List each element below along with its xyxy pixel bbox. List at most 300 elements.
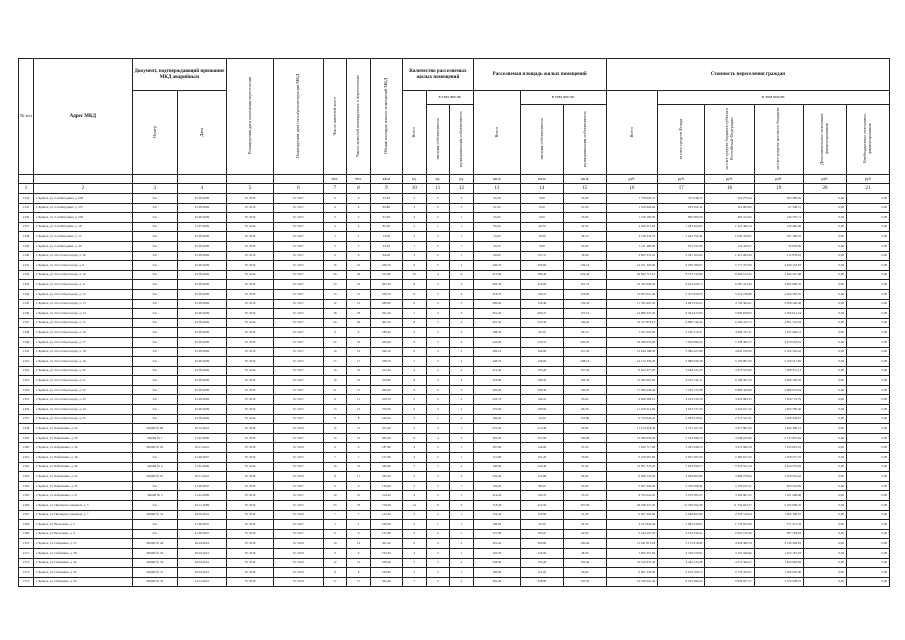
column-number-cell: 9	[370, 184, 402, 194]
table-row	[19, 222, 890, 232]
column-number-cell: 17	[658, 184, 705, 194]
table-cell: 85,00	[473, 222, 520, 232]
table-cell: 1	[450, 520, 474, 530]
table-cell: 1338	[19, 232, 34, 242]
table-cell: 2 091 156,26	[705, 529, 754, 539]
table-cell: 436,70	[473, 261, 520, 271]
table-cell: 6 882 342,08	[705, 385, 754, 395]
address-cell: г. Брянск, ул. 22-го Партсъезда, д. 9	[34, 261, 133, 271]
table-cell: 6 901 243,80	[606, 568, 657, 578]
table-cell: 340,80	[473, 462, 520, 472]
table-cell: 0,00	[804, 453, 847, 463]
table-cell: IV 2018	[227, 558, 274, 568]
table-cell: 0,00	[846, 194, 889, 204]
table-cell: 3 644 457,08	[754, 270, 803, 280]
table-cell: 12	[347, 558, 371, 568]
table-cell: 4	[426, 347, 450, 357]
table-cell: 94,10	[563, 328, 606, 338]
table-cell: 362,40	[473, 577, 520, 587]
table-cell: б/н	[132, 270, 177, 280]
table-cell: 0,00	[846, 222, 889, 232]
table-cell: 9 498 389,10	[606, 395, 657, 405]
table-cell: 6	[402, 347, 426, 357]
table-cell: 258,90	[520, 577, 563, 587]
table-cell: 1350	[19, 347, 34, 357]
table-cell: 5 989 930,18	[658, 357, 705, 367]
table-cell: 2	[450, 405, 474, 415]
table-cell: 0,00	[804, 558, 847, 568]
table-cell: 2 139 394,93	[754, 539, 803, 549]
table-cell: 208,10	[563, 357, 606, 367]
table-cell: IV 2019	[274, 539, 323, 549]
column-number-cell: 6	[274, 184, 323, 194]
table-cell: IV 2017	[274, 347, 323, 357]
table-cell: 1347	[19, 318, 34, 328]
table-cell: 401,50	[370, 318, 402, 328]
table-cell: 12 953 021,40	[606, 289, 657, 299]
table-cell: IV 2016	[227, 501, 274, 511]
table-cell: 4 928 499,78	[705, 539, 754, 549]
table-cell: 2 851 722,04	[754, 318, 803, 328]
table-cell: 101,20	[520, 453, 563, 463]
column-number-cell: 11	[426, 184, 450, 194]
table-cell: 4 413 842,40	[606, 520, 657, 530]
table-cell: 402,30	[473, 280, 520, 290]
address-cell: г. Брянск, ул. Бабушкина, д. 40	[34, 462, 133, 472]
table-cell: 0	[426, 241, 450, 251]
table-cell: 9	[402, 337, 426, 347]
table-cell: 1	[426, 520, 450, 530]
table-header	[19, 59, 890, 194]
address-cell: г. Брянск, ул. 22-го Партсъезда, д. 18	[34, 347, 133, 357]
table-cell: IV 2017	[274, 453, 323, 463]
table-cell: 14 172 339,20	[606, 357, 657, 367]
table-cell: IV 2016	[227, 299, 274, 309]
table-cell: 8	[323, 414, 347, 424]
table-cell: 1373	[19, 568, 34, 578]
table-row	[19, 270, 890, 280]
table-cell: 90,30	[563, 405, 606, 415]
table-cell: 25.09.2009	[177, 213, 226, 223]
table-cell: 25.09.2009	[177, 261, 226, 271]
table-cell: 5	[450, 280, 474, 290]
table-cell: IV 2016	[227, 289, 274, 299]
table-cell: 307,90	[563, 501, 606, 511]
table-cell: 19	[347, 376, 371, 386]
table-row	[19, 424, 890, 434]
table-cell: 8	[426, 501, 450, 511]
table-cell: 3	[426, 443, 450, 453]
table-cell: 0,00	[804, 414, 847, 424]
table-cell: 14	[347, 347, 371, 357]
table-cell: 1	[450, 443, 474, 453]
table-cell: 21	[323, 385, 347, 395]
table-cell: 84,00	[370, 251, 402, 261]
table-cell: 3 679 383,27	[658, 491, 705, 501]
table-cell: IV 2017	[274, 491, 323, 501]
table-cell: 20	[323, 318, 347, 328]
table-cell: 25.09.2009	[177, 405, 226, 415]
table-cell: IV 2016	[227, 318, 274, 328]
table-cell: 349ДИ № 28	[132, 539, 177, 549]
table-cell: 5 705 897,20	[705, 357, 754, 367]
table-cell: 1367	[19, 510, 34, 520]
table-cell: 0,00	[846, 376, 889, 386]
table-cell: 0,00	[804, 280, 847, 290]
table-cell: IV 2017	[274, 395, 323, 405]
table-cell: 31.07.2009	[177, 222, 226, 232]
table-cell: 0,00	[804, 289, 847, 299]
table-cell: 17 094 449,40	[606, 385, 657, 395]
table-cell: 169,80	[370, 568, 402, 578]
table-row	[19, 491, 890, 501]
table-cell: 54,30	[563, 520, 606, 530]
table-cell: 378,80	[473, 376, 520, 386]
table-row	[19, 251, 890, 261]
table-cell: 2 483 817,25	[705, 453, 754, 463]
table-cell: 243,40	[520, 462, 563, 472]
table-cell: 4 014 530,16	[658, 395, 705, 405]
table-cell: 6 569 412,72	[705, 318, 754, 328]
table-cell: 0,00	[804, 405, 847, 415]
table-cell: 3	[450, 385, 474, 395]
table-cell: 10	[323, 491, 347, 501]
unit-cell: кв.м	[473, 175, 520, 184]
table-cell: 0,00	[846, 203, 889, 213]
table-cell: 515,80	[473, 270, 520, 280]
table-cell: IV 2019	[274, 510, 323, 520]
table-cell: 1369	[19, 529, 34, 539]
table-cell: 97,40	[563, 462, 606, 472]
table-cell: 86,40	[520, 481, 563, 491]
table-cell: 4	[426, 270, 450, 280]
table-cell: 6 267 222,60	[606, 510, 657, 520]
column-number-cell: 3	[132, 184, 177, 194]
table-row	[19, 261, 890, 271]
table-cell: 1 776 932,09	[705, 520, 754, 530]
table-cell: 4 743 302,61	[705, 299, 754, 309]
table-cell: 101,30	[563, 347, 606, 357]
table-cell: 1 865 438,97	[658, 520, 705, 530]
table-cell: 0,00	[846, 481, 889, 491]
table-cell: 2	[450, 539, 474, 549]
table-cell: IV 2017	[274, 299, 323, 309]
table-cell: 2 120 615,11	[705, 481, 754, 491]
address-cell: г. Брянск, ул. Бабушкина, д. 47	[34, 491, 133, 501]
table-cell: 194,80	[520, 347, 563, 357]
table-cell: IV 2016	[227, 405, 274, 415]
table-cell: 0,00	[846, 280, 889, 290]
table-cell: 6	[347, 251, 371, 261]
table-cell: 0,00	[846, 261, 889, 271]
table-cell: 2	[450, 194, 474, 204]
table-cell: IV 2017	[274, 318, 323, 328]
table-cell: 4	[450, 357, 474, 367]
table-cell: 401,50	[473, 318, 520, 328]
table-cell: 12	[323, 424, 347, 434]
table-cell: 1	[450, 481, 474, 491]
table-cell: 155,10	[563, 309, 606, 319]
table-cell: б/н	[132, 395, 177, 405]
table-cell: 0,00	[846, 337, 889, 347]
table-cell: б/н	[132, 280, 177, 290]
table-row	[19, 539, 890, 549]
table-cell: 9 608 125,20	[606, 472, 657, 482]
table-cell: IV 2017	[274, 203, 323, 213]
table-cell: 21.06.2007	[177, 520, 226, 530]
address-cell: г. Брянск, ул. 2-я Мичурина, д. 40	[34, 241, 133, 251]
table-cell: 2 391 102,00	[658, 251, 705, 261]
table-cell: 516 275,04	[705, 194, 754, 204]
table-cell: 2	[450, 347, 474, 357]
table-cell: 3	[426, 548, 450, 558]
table-cell: б/н	[132, 366, 177, 376]
table-cell: 0,00	[846, 568, 889, 578]
table-cell: 2 566 013,24	[754, 309, 803, 319]
table-cell: 4	[347, 203, 371, 213]
table-cell: 1 836 962,85	[754, 558, 803, 568]
table-cell: 1370	[19, 539, 34, 549]
table-cell: 14.12.2016	[177, 577, 226, 587]
table-cell: 180,60	[520, 405, 563, 415]
table-cell: 275,20	[370, 424, 402, 434]
table-cell: 214,20	[370, 491, 402, 501]
table-cell: 1	[450, 424, 474, 434]
table-cell: IV 2017	[274, 433, 323, 443]
table-cell: 2	[450, 558, 474, 568]
unit-cell	[34, 175, 133, 184]
table-cell: 0,00	[846, 529, 889, 539]
table-cell: 20 842 713,10	[606, 270, 657, 280]
table-row	[19, 289, 890, 299]
column-number-cell: 16	[606, 184, 657, 194]
table-cell: IV 2017	[274, 328, 323, 338]
table-cell: б/н	[132, 376, 177, 386]
table-cell: IV 2018	[227, 472, 274, 482]
table-cell: 5	[402, 472, 426, 482]
table-cell: 113,20	[520, 568, 563, 578]
table-cell: IV 2019	[274, 568, 323, 578]
table-cell: 1	[426, 222, 450, 232]
table-cell: 5 173 918,49	[658, 539, 705, 549]
table-cell: 14	[347, 433, 371, 443]
table-cell: 1	[450, 222, 474, 232]
table-cell: 6	[347, 481, 371, 491]
table-cell: 302,40	[370, 433, 402, 443]
table-cell: 108,60	[473, 520, 520, 530]
table-cell: 193,20	[370, 548, 402, 558]
table-cell: 1371	[19, 548, 34, 558]
table-cell: IV 2016	[227, 251, 274, 261]
table-cell: IV 2018	[227, 577, 274, 587]
table-cell: 0,00	[804, 232, 847, 242]
table-cell: 296,10	[370, 347, 402, 357]
address-cell: г. Брянск, ул. 22-го Партсъезда, д. 20	[34, 366, 133, 376]
table-cell: 16	[347, 462, 371, 472]
table-cell: 144,90	[520, 548, 563, 558]
table-cell: 2 264 363,97	[754, 289, 803, 299]
table-cell: б/н	[132, 299, 177, 309]
table-cell: 1339	[19, 241, 34, 251]
table-cell: б/н	[132, 309, 177, 319]
table-cell: 0,00	[846, 395, 889, 405]
table-cell: 0,00	[804, 299, 847, 309]
table-cell: IV 2019	[274, 472, 323, 482]
table-cell: 1 413 004,28	[705, 251, 754, 261]
table-cell: 6 198 301,50	[705, 376, 754, 386]
table-cell: 18 029 053,60	[606, 337, 657, 347]
table-cell: 103,40	[563, 558, 606, 568]
table-cell: IV 2016	[227, 414, 274, 424]
table-cell: 9	[323, 443, 347, 453]
table-cell: 378,80	[370, 376, 402, 386]
table-cell: IV 2019	[274, 443, 323, 453]
table-cell: 503 280,05	[754, 194, 803, 204]
table-cell: 0,00	[804, 462, 847, 472]
table-cell: 1363	[19, 472, 34, 482]
table-cell: 2 440 153,93	[754, 261, 803, 271]
table-cell: 10	[323, 366, 347, 376]
table-cell: 348,70	[473, 357, 520, 367]
table-cell: 1374	[19, 577, 34, 587]
table-cell: 45,40	[473, 194, 520, 204]
table-cell: 5 473 920,55	[658, 289, 705, 299]
table-cell: 1348	[19, 328, 34, 338]
address-cell: г. Брянск, ул. Пионеров Северных, д. 5	[34, 501, 133, 511]
table-cell: 0,00	[804, 577, 847, 587]
table-cell: 436,70	[370, 261, 402, 271]
table-cell: 13	[323, 405, 347, 415]
table-row	[19, 194, 890, 204]
table-cell: 226,40	[563, 270, 606, 280]
table-cell: IV 2016	[227, 529, 274, 539]
table-cell: 8 732 132,80	[658, 270, 705, 280]
table-cell: 124 443,51	[705, 241, 754, 251]
table-cell: 1 372 181,03	[754, 548, 803, 558]
table-cell: 25.09.2009	[177, 299, 226, 309]
table-cell: 3	[323, 213, 347, 223]
column-number-cell: 18	[705, 184, 754, 194]
table-cell: б/н	[132, 289, 177, 299]
table-cell: 14	[323, 539, 347, 549]
table-cell: 3	[347, 213, 371, 223]
table-cell: 0,00	[846, 433, 889, 443]
table-cell: 0,00	[804, 241, 847, 251]
table-cell: 186,50	[520, 376, 563, 386]
table-cell: 1357	[19, 414, 34, 424]
table-cell: 9	[347, 328, 371, 338]
table-cell: 5 103 009,45	[754, 501, 803, 511]
table-cell: 6	[323, 481, 347, 491]
unit-cell: кв.м	[370, 175, 402, 184]
header-area-in-that: в том числе:	[520, 91, 606, 105]
table-cell: 1364	[19, 481, 34, 491]
table-cell: 4	[450, 289, 474, 299]
table-cell: 0,00	[804, 395, 847, 405]
table-cell: 5	[426, 318, 450, 328]
table-cell: 2 636 213,65	[606, 222, 657, 232]
table-cell: 5	[402, 424, 426, 434]
table-cell: 1	[450, 491, 474, 501]
table-cell: IV 2017	[274, 414, 323, 424]
table-cell: 280,40	[520, 385, 563, 395]
table-cell: 3 648 611,07	[658, 366, 705, 376]
table-cell: 13	[347, 405, 371, 415]
table-cell: 348,70	[370, 357, 402, 367]
table-cell: IV 2016	[227, 328, 274, 338]
table-cell: 6 587 413,44	[705, 280, 754, 290]
table-cell: 26	[347, 270, 371, 280]
table-cell: 1	[426, 414, 450, 424]
table-cell: 22	[347, 337, 371, 347]
table-cell: 25.09.2009	[177, 385, 226, 395]
table-cell: 7	[402, 462, 426, 472]
unit-cell: руб.	[804, 175, 847, 184]
table-cell: 1335	[19, 203, 34, 213]
table-cell: б/н	[132, 501, 177, 511]
table-cell: IV 2017	[274, 357, 323, 367]
table-cell: 3 824 084,15	[705, 395, 754, 405]
table-cell: 14	[323, 433, 347, 443]
table-cell: 1368	[19, 520, 34, 530]
table-cell: 301,20	[370, 539, 402, 549]
table-cell: 2	[426, 568, 450, 578]
table-cell: 29.04.2016	[177, 568, 226, 578]
table-cell: 4	[347, 222, 371, 232]
table-cell: 15 395 610,00	[606, 376, 657, 386]
table-cell: 187 368,35	[754, 232, 803, 242]
table-cell: 301,20	[473, 539, 520, 549]
table-cell: 7 258 465,77	[705, 337, 754, 347]
table-cell: 8	[402, 376, 426, 386]
address-cell: г. Брянск, ул. Бабушкина, д. 30	[34, 433, 133, 443]
table-cell: 420,60	[473, 385, 520, 395]
table-cell: 718,40	[370, 501, 402, 511]
header-plan-resettle-end: Планируемая дата окончания переселения	[227, 59, 274, 175]
table-cell: 4 653 737,35	[658, 405, 705, 415]
table-cell: IV 2018	[227, 568, 274, 578]
table-cell: 0,00	[804, 443, 847, 453]
unit-cell: руб.	[658, 175, 705, 184]
table-cell: 5	[323, 232, 347, 242]
table-cell: IV 2016	[227, 241, 274, 251]
table-cell: 6 225 286,22	[658, 577, 705, 587]
unit-cell	[274, 175, 323, 184]
table-cell: 9	[347, 548, 371, 558]
table-cell: IV 2017	[274, 194, 323, 204]
table-cell: 1366	[19, 501, 34, 511]
unit-cell: ед.	[450, 175, 474, 184]
table-cell: 9	[402, 385, 426, 395]
table-cell: IV 2017	[274, 405, 323, 415]
table-cell: 20.10.2016	[177, 424, 226, 434]
table-cell: IV 2016	[227, 213, 274, 223]
table-cell: 212,40	[370, 366, 402, 376]
table-cell: б/н	[132, 481, 177, 491]
table-cell: 16	[323, 261, 347, 271]
table-cell: 15	[347, 289, 371, 299]
table-cell: 3 138 532,70	[606, 232, 657, 242]
table-cell: 187,80	[473, 443, 520, 453]
address-cell: г. Брянск, ул. Гоберкина, д. 43	[34, 568, 133, 578]
table-row	[19, 510, 890, 520]
table-cell: 11 782 497,20	[606, 299, 657, 309]
table-cell: 0,00	[804, 261, 847, 271]
header-cost-in-that: в том числе:	[658, 91, 890, 105]
table-cell: 10 510 472,40	[606, 558, 657, 568]
table-cell: 11 010 414,90	[606, 405, 657, 415]
table-cell: б/н	[132, 213, 177, 223]
